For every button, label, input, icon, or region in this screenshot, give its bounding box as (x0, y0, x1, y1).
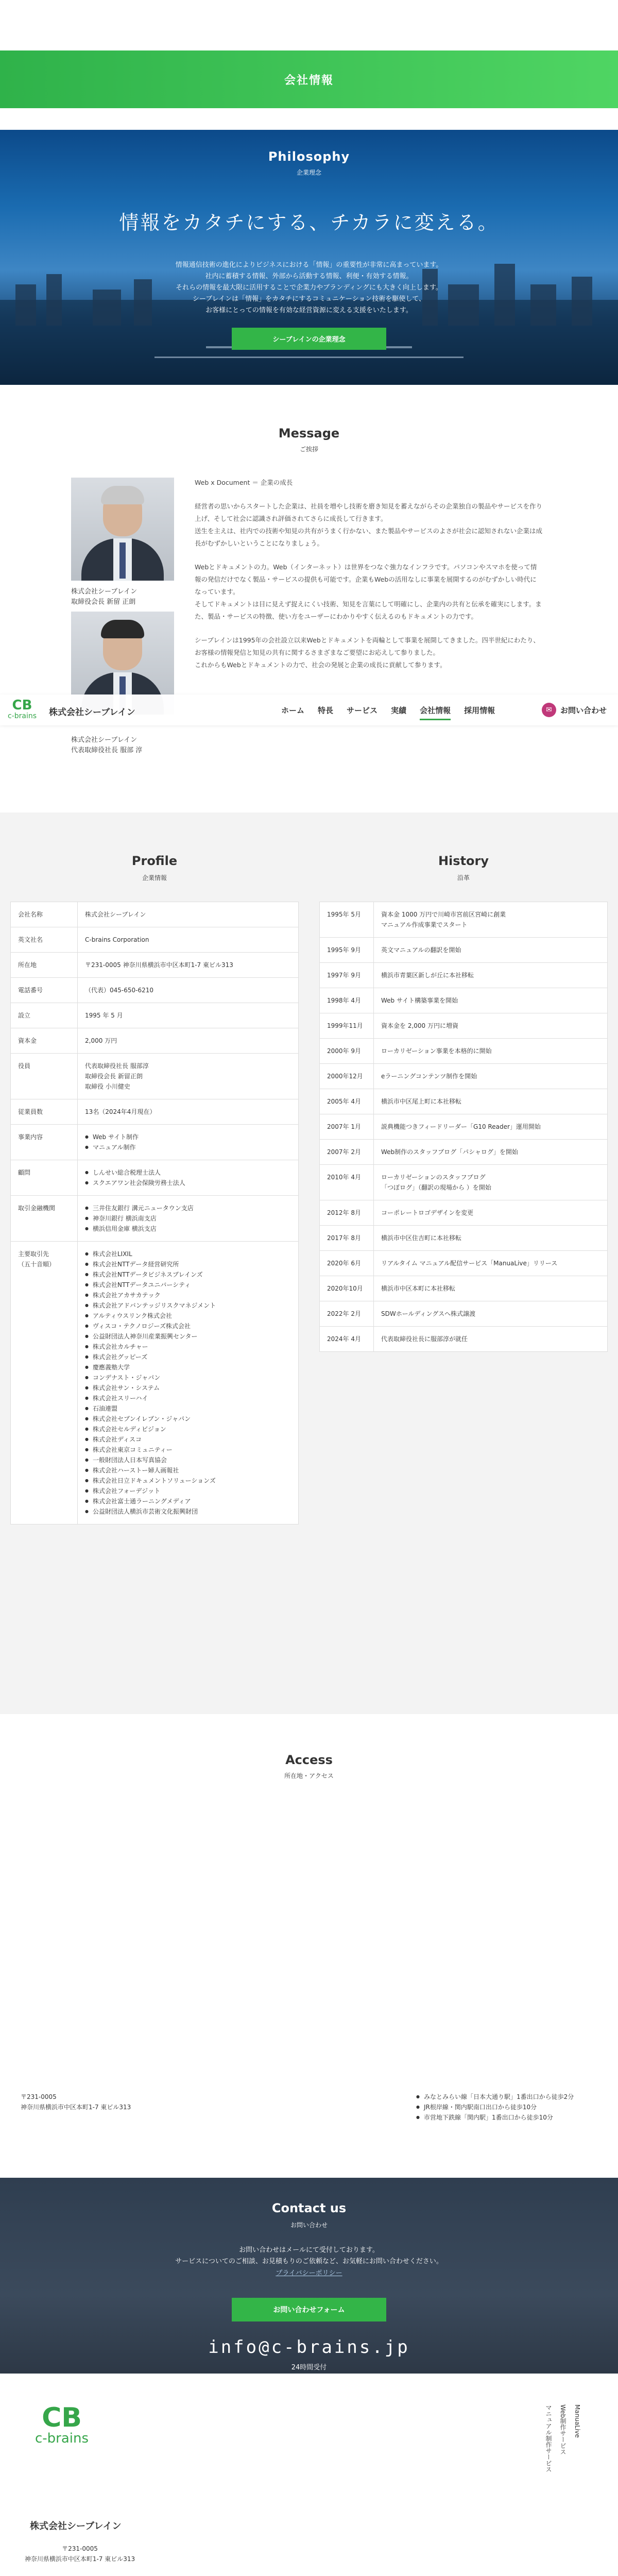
row-key: 1999年11月 (320, 1013, 374, 1038)
list-item: ● 株式会社セルディビジョン (85, 1424, 291, 1434)
profile-table (10, 902, 299, 1524)
list-item: ● ヴィスコ・テクノロジーズ株式会社 (85, 1321, 291, 1331)
footer-link-web[interactable]: Web制作サービス (559, 2404, 566, 2455)
row-value: SDWホールディングスへ株式譲渡 (381, 1310, 476, 1317)
table-row (320, 963, 607, 988)
access-zip: 〒231-0005 (21, 2093, 57, 2100)
table-row (320, 902, 607, 938)
access-section (0, 1714, 618, 2178)
list-item: ● 神奈川銀行 横浜南支店 (85, 1213, 291, 1224)
row-value: 横浜市中区尾上町に本社移転 (381, 1098, 462, 1105)
row-value: 英文マニュアルの翻訳を開始 (381, 946, 461, 954)
row-value: Web制作のスタッフブログ「パシャログ」を開始 (381, 1148, 518, 1156)
nav-item-recruit[interactable]: 採用情報 (464, 706, 495, 715)
table-row (320, 1165, 607, 1200)
row-value: 横浜市青葉区新しが丘に本社移転 (381, 972, 474, 979)
table-row (320, 1013, 607, 1039)
list-item: ● 株式会社アドバンテッジリスクマネジメント (85, 1300, 291, 1311)
list-item: ● 株式会社カルチャー (85, 1342, 291, 1352)
row-value: 13名（2024年4月現在） (85, 1108, 156, 1115)
philosophy-section (0, 130, 618, 385)
row-key: 2007年 1月 (320, 1114, 374, 1139)
access-title: Access (285, 1753, 333, 1767)
nav-contact-label: お問い合わせ (560, 705, 607, 715)
row-key: 電話番号 (11, 978, 78, 1003)
row-key: 2012年 8月 (320, 1200, 374, 1225)
message-paragraph: Web x Document ＝ 企業の成長 (195, 479, 293, 486)
advisor-list (85, 1167, 291, 1188)
list-item: ● 横浜信用金庫 横浜支店 (85, 1224, 291, 1234)
footer-zip: 〒231-0005 (62, 2545, 98, 2552)
table-row (320, 1200, 607, 1226)
table-row (11, 1054, 298, 1099)
row-value: （代表）045-650-6210 (85, 987, 154, 994)
philosophy-button[interactable]: シーブレインの企業理念 (232, 328, 386, 350)
table-row (11, 953, 298, 978)
table-row (320, 938, 607, 963)
philosophy-headline: 情報をカタチにする、チカラに変える。 (119, 211, 499, 234)
privacy-policy-link[interactable]: プライバシーポリシー (276, 2269, 342, 2277)
row-key: 取引金融機関 (11, 1196, 78, 1241)
row-key: 従業員数 (11, 1099, 78, 1124)
list-item: ● 株式会社アカサカテック (85, 1290, 291, 1300)
table-row (320, 1089, 607, 1114)
list-item: ● JR根岸線・関内駅南口出口から徒歩10分 (416, 2102, 574, 2112)
table-row (11, 902, 298, 927)
row-value: 株式会社シーブレイン (85, 911, 146, 918)
philosophy-subtitle: 企業理念 (296, 169, 321, 176)
row-key: 所在地 (11, 953, 78, 977)
profile-subtitle: 企業情報 (142, 874, 167, 882)
row-value: リアルタイム マニュアル配信サービス「ManuaLive」リリース (381, 1260, 558, 1267)
row-value: 横浜市中区住吉町に本社移転 (381, 1234, 462, 1242)
table-row (320, 1226, 607, 1251)
row-key: 2017年 8月 (320, 1226, 374, 1250)
row-key: 2022年 2月 (320, 1301, 374, 1326)
nav-company-name[interactable]: 株式会社シーブレイン (49, 707, 135, 718)
row-value: 1995 年 5 月 (85, 1012, 123, 1019)
contact-hours: 24時間受付 (291, 2364, 327, 2371)
table-row (320, 1114, 607, 1140)
list-item: ● 株式会社セブンイレブン・ジャパン (85, 1414, 291, 1424)
row-key: 事業内容 (11, 1125, 78, 1160)
list-item: ● 株式会社NTTデータ経営研究所 (85, 1259, 291, 1269)
row-key: 2020年10月 (320, 1276, 374, 1301)
row-key: 会社名称 (11, 902, 78, 927)
sticky-navbar (0, 694, 618, 725)
row-value: 2,000 万円 (85, 1037, 117, 1044)
table-row (11, 1196, 298, 1242)
profile-title: Profile (131, 854, 178, 868)
access-address-line: 神奈川県横浜市中区本町1-7 東ビル313 (21, 2104, 131, 2111)
row-value: 〒231-0005 神奈川県横浜市中区本町1-7 東ビル313 (85, 961, 233, 969)
logo[interactable] (4, 699, 40, 720)
row-key: 1995年 9月 (320, 938, 374, 962)
row-value: 説典機能つきフィードリーダー「G10 Reader」運用開始 (381, 1123, 541, 1130)
row-key: 2024年 4月 (320, 1327, 374, 1351)
access-address (21, 2092, 131, 2112)
footer-logo-text: c-brains (35, 2431, 89, 2446)
list-item: ● マニュアル制作 (85, 1142, 291, 1153)
chairman-name: 取締役会長 新留 正朗 (71, 598, 136, 606)
list-item: ● 三井住友銀行 溝元ニュータウン支店 (85, 1203, 291, 1213)
list-item: ● アルティウスリンク株式会社 (85, 1311, 291, 1321)
list-item: ● 株式会社東京コミュニティー (85, 1445, 291, 1455)
table-row (320, 988, 607, 1013)
message-subtitle: ご挨拶 (299, 446, 318, 453)
table-row (11, 1242, 298, 1524)
footer-nav (545, 2404, 618, 2472)
list-item: ● 一般財団法人日本写真協会 (85, 1455, 291, 1465)
list-item: ● 株式会社LIXIL (85, 1249, 291, 1259)
nav-item-services[interactable]: サービス (347, 706, 378, 715)
nav-item-home[interactable]: ホーム (281, 706, 305, 715)
message-paragraph: シーブレインは1995年の会社設立以来Webとドキュメントを両輪として事業を展開してきました。四半世紀にわたり、お客様の情報発信と知見の共有に関するさまざまなご要望にお応えして参りました。 これからもWebとドキュメントの力で、社会の発展と企業の成長に貢献して参ります。 (195, 636, 540, 669)
logo-text: c-brains (7, 712, 37, 720)
footer-address (15, 2544, 144, 2564)
message-section (0, 385, 618, 812)
row-value: 代表取締役社長に服部淳が就任 (381, 1335, 468, 1343)
row-key: 主要取引先 （五十音順） (11, 1242, 78, 1524)
table-row (320, 1251, 607, 1276)
footer-address-line: 神奈川県横浜市中区本町1-7 東ビル313 (24, 2555, 135, 2563)
row-key: 2007年 2月 (320, 1140, 374, 1164)
contact-body: お問い合わせはメールにて受付しております。 サービスについてのご相談、お見積もりのご依頼など、お気軽にお問い合わせください。 (175, 2246, 443, 2265)
table-row (320, 1276, 607, 1301)
row-key: 1998年 4月 (320, 988, 374, 1013)
client-list (85, 1249, 291, 1517)
history-table (319, 902, 608, 1352)
table-row (320, 1301, 607, 1327)
list-item: ● 株式会社日立ドキュメントソリューションズ (85, 1476, 291, 1486)
footer-link-manual[interactable]: マニュアル制作サービス (545, 2404, 552, 2472)
list-item: ● 株式会社NTTデータビジネスブレインズ (85, 1269, 291, 1280)
table-row (320, 1064, 607, 1089)
row-key: 2000年12月 (320, 1064, 374, 1089)
list-item: ● 株式会社スリーハイ (85, 1393, 291, 1403)
list-item: ● コンデナスト・ジャパン (85, 1372, 291, 1383)
list-item: ● 株式会社NTTデータユニバーシティ (85, 1280, 291, 1290)
table-row (320, 1327, 607, 1351)
row-value: 資本金を 2,000 万円に増資 (381, 1022, 458, 1029)
list-item: ● 株式会社ハーストー婦人画報社 (85, 1465, 291, 1476)
row-value: ローカリゼーション事業を本格的に開始 (381, 1047, 492, 1055)
table-row (11, 1003, 298, 1028)
page-banner (0, 50, 618, 108)
list-item: ● 株式会社ディスコ (85, 1434, 291, 1445)
list-item: ● 公益財団法人横浜市芸術文化振興財団 (85, 1506, 291, 1517)
nav-item-features[interactable]: 特長 (318, 706, 334, 715)
contact-section (0, 2178, 618, 2374)
row-key: 資本金 (11, 1028, 78, 1053)
logo-mark: CB (12, 698, 32, 713)
row-value: eラーニングコンテンツ制作を開始 (381, 1073, 477, 1080)
business-list (85, 1132, 291, 1153)
list-item: ● 市営地下鉄線「関内駅」1番出口から徒歩10分 (416, 2112, 574, 2123)
mail-icon: ✉ (542, 703, 556, 717)
row-key: 1995年 5月 (320, 902, 374, 937)
table-row (11, 1028, 298, 1054)
list-item: ● 石油連盟 (85, 1403, 291, 1414)
president-name: 代表取締役社長 服部 淳 (71, 747, 143, 754)
table-row (11, 1125, 298, 1160)
list-item: ● 株式会社サン・システム (85, 1383, 291, 1393)
nav-item-works[interactable]: 実績 (391, 706, 407, 715)
row-key: 1997年 9月 (320, 963, 374, 988)
row-value: 横浜市中区本町に本社移転 (381, 1285, 456, 1292)
row-value: コーポレートロゴデザインを変更 (381, 1209, 474, 1216)
footer (0, 2374, 618, 2576)
list-item: ● しんせい総合税理士法人 (85, 1167, 291, 1178)
list-item: ● 株式会社グッピーズ (85, 1352, 291, 1362)
nav-item-company[interactable]: 会社情報 (420, 705, 451, 720)
row-key: 設立 (11, 1003, 78, 1028)
contact-title: Contact us (271, 2201, 347, 2215)
list-item: ● スクエアワン社会保険労務士法人 (85, 1178, 291, 1188)
list-item: ● 慶應義塾大学 (85, 1362, 291, 1372)
history-subtitle: 沿革 (457, 874, 470, 882)
row-key: 2005年 4月 (320, 1089, 374, 1114)
row-key: 役員 (11, 1054, 78, 1099)
table-row (320, 1039, 607, 1064)
access-routes (416, 2092, 574, 2123)
profile-history-section (0, 812, 618, 1714)
main-nav (281, 705, 508, 720)
philosophy-title: Philosophy (268, 149, 350, 164)
philosophy-body: 情報通信技術の進化によりビジネスにおける「情報」の重要性が非常に高まっています。 社内に蓄積する情報、外部から活動する情報、利便・有効する情報。 それらの情報を最大限に活用することで企業力やブランディングにも大きく向上します。 シーブレインは「情報」をカタチにするコミュニケーション技術を駆使して、 お客様にとっての情報を有効な経営資源に変える支援をいたします。 (175, 261, 443, 314)
row-key: 2010年 4月 (320, 1165, 374, 1200)
message-body (195, 477, 542, 683)
row-value: Web サイト構築事業を開始 (381, 997, 458, 1004)
footer-logo[interactable] (31, 2404, 93, 2446)
table-row (11, 927, 298, 953)
row-key: 英文社名 (11, 927, 78, 952)
row-value: C-brains Corporation (85, 936, 149, 943)
contact-subtitle: お問い合わせ (290, 2222, 328, 2229)
nav-contact-link[interactable] (542, 703, 607, 717)
message-paragraph: 経営者の思いからスタートした企業は、社員を増やし技術を磨き知見を蓄えながらその企業独自の製品やサービスを作り上げ、そして社会に認識され評価されてさらに成長して行きます。 送生を主えは、社内での技術や知見の共有がうまく行かない、また製品やサービスのよさが社会に認知されない企業は成長がむずかしいということになりましょう。 (195, 502, 543, 547)
page-title: 会社情報 (284, 74, 334, 87)
president-caption (71, 735, 142, 756)
chairman-caption (71, 587, 137, 607)
message-title: Message (278, 426, 340, 440)
bank-list (85, 1203, 291, 1234)
access-subtitle: 所在地・アクセス (284, 1772, 334, 1780)
row-value: 資本金 1000 万円で川崎市宮前区宮崎に創業 マニュアル作成事業でスタート (381, 911, 506, 928)
table-row (11, 1099, 298, 1125)
history-title: History (438, 854, 489, 868)
list-item: ● 公益財団法人神奈川産業振興センター (85, 1331, 291, 1342)
footer-company: 株式会社シーブレイン (30, 2521, 122, 2532)
row-key: 2000年 9月 (320, 1039, 374, 1063)
footer-link-manualive[interactable]: ManuaLive (574, 2404, 581, 2438)
contact-form-button[interactable]: お問い合わせフォーム (232, 2298, 386, 2321)
chairman-photo (71, 478, 174, 581)
row-value: ローカリゼーションのスタッフブログ 「つぼログ」（翻訳の現場から ）を開始 (381, 1174, 491, 1191)
row-value: 代表取締役社長 服部淳 取締役会長 新留正朗 取締役 小川健史 (85, 1062, 149, 1090)
contact-email[interactable]: info@c-brains.jp (208, 2337, 410, 2358)
table-row (11, 1160, 298, 1196)
footer-logo-mark: CB (42, 2402, 82, 2433)
list-item: ● Web サイト制作 (85, 1132, 291, 1142)
chairman-company: 株式会社シーブレイン (71, 588, 138, 596)
list-item: ● 株式会社富士通ラーニングメディア (85, 1496, 291, 1506)
president-company: 株式会社シーブレイン (71, 736, 138, 744)
table-row (11, 978, 298, 1003)
message-paragraph: Webとドキュメントの力。Web（インターネット）は世界をつなぐ強力なインフラです。パソコンやスマホを使って情報の発信だけでなく製品・サービスの提供も可能です。企業もWebの活用なしに事業を展開するのがむずかしい時代になっています。 そしてドキュメントは目に見えず捉えにくい技術、知見を言葉にして明確にし、企業内の共有と伝承を確実にします。また、製品・サービスの特徴、使い方をユーザーにわかりやすく伝えるのもドキュメントの力です。 (195, 563, 542, 620)
row-key: 2020年 6月 (320, 1251, 374, 1276)
table-row (320, 1140, 607, 1165)
list-item: ● 株式会社フォーデジット (85, 1486, 291, 1496)
row-key: 顧問 (11, 1160, 78, 1195)
list-item: ● みなとみらい線「日本大通り駅」1番出口から徒歩2分 (416, 2092, 574, 2102)
